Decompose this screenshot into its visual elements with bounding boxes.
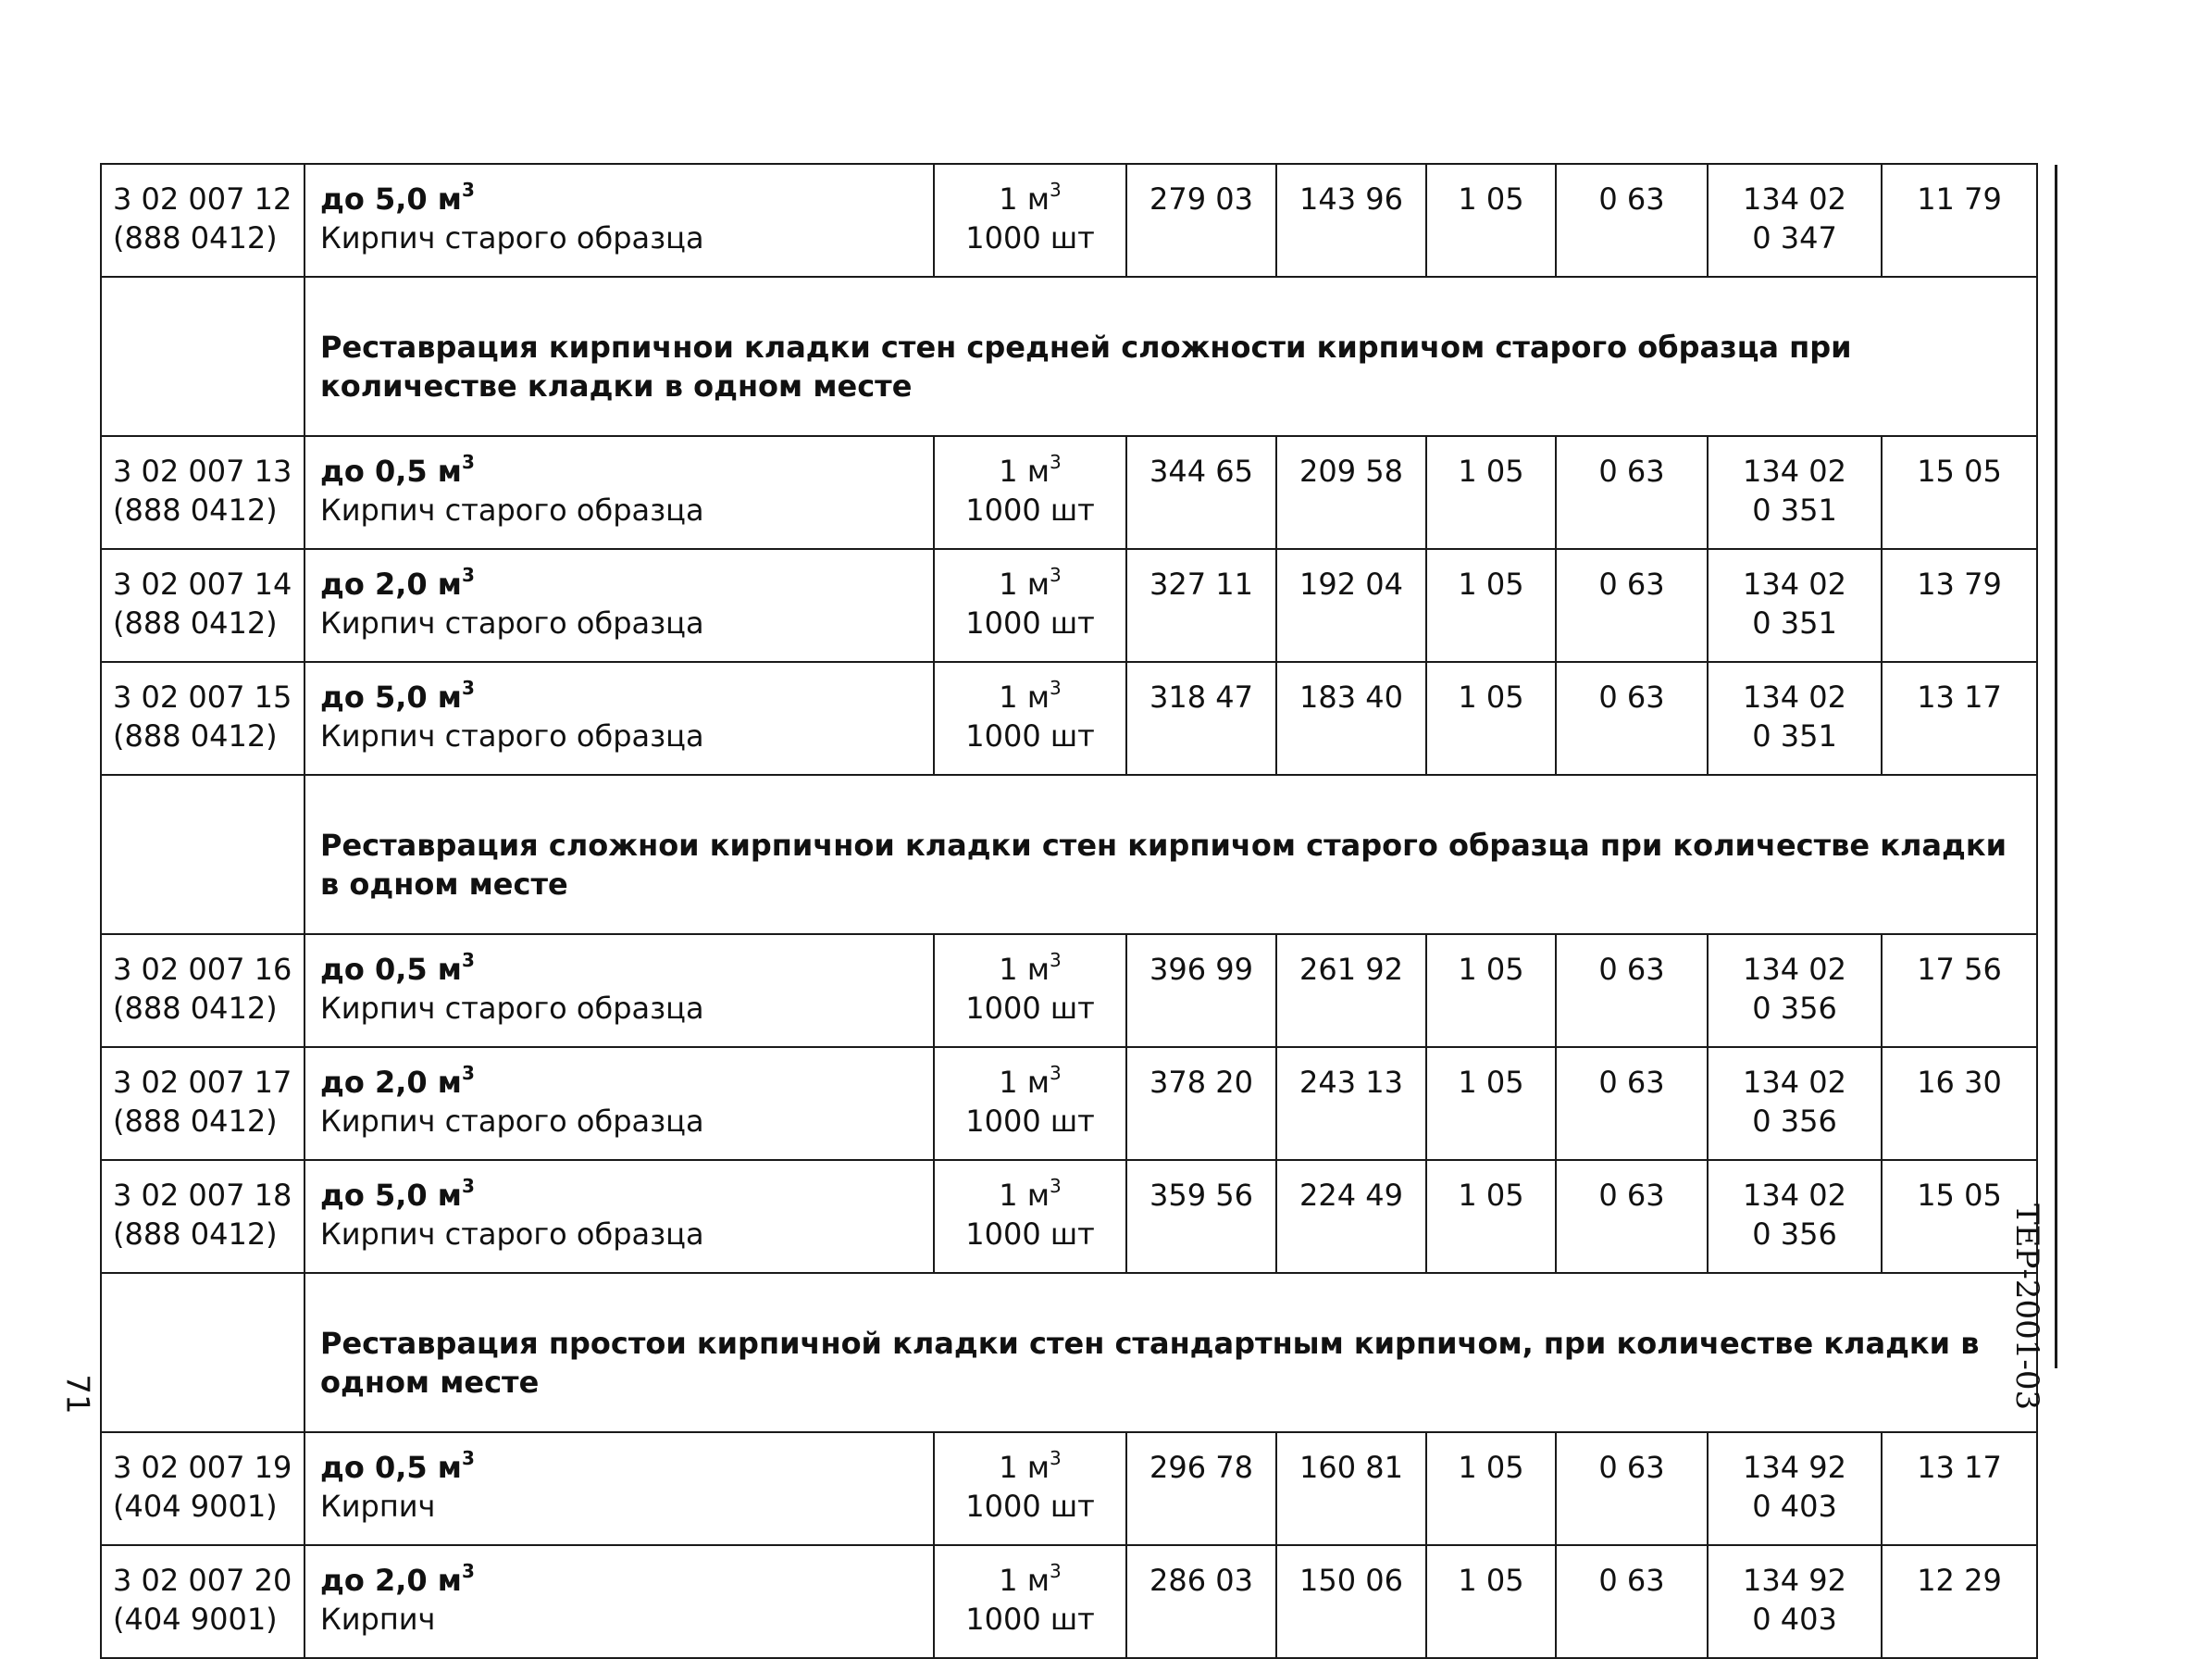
item-title-text: до 5,0 м bbox=[320, 680, 462, 715]
rate-code: 3 02 007 16 bbox=[113, 952, 292, 987]
value-c5-bottom: 0 403 bbox=[1752, 1489, 1837, 1524]
value-cell-c2: 243 13 bbox=[1276, 1047, 1426, 1160]
item-material: Кирпич bbox=[320, 1602, 436, 1637]
code-cell bbox=[101, 164, 304, 277]
section-empty-cell bbox=[101, 775, 304, 934]
code-cell bbox=[101, 549, 304, 662]
value-cell-c2: 150 06 bbox=[1276, 1545, 1426, 1658]
unit-primary-text: 1 м bbox=[999, 1178, 1050, 1213]
value-cell-c3: 1 05 bbox=[1426, 662, 1556, 775]
item-title-sup: 3 bbox=[461, 1062, 475, 1085]
value-cell-c4: 0 63 bbox=[1556, 436, 1708, 549]
description-cell bbox=[304, 1432, 934, 1545]
value-cell-c6: 15 05 bbox=[1882, 1160, 2037, 1273]
unit-primary bbox=[935, 1448, 1125, 1487]
unit-secondary: 1000 шт bbox=[965, 1104, 1095, 1139]
unit-primary bbox=[935, 950, 1125, 989]
unit-primary bbox=[935, 1176, 1125, 1215]
item-material: Кирпич старого образца bbox=[320, 493, 704, 528]
value-cell-c3: 1 05 bbox=[1426, 164, 1556, 277]
value-cell-c6: 16 30 bbox=[1882, 1047, 2037, 1160]
value-cell-c6: 17 56 bbox=[1882, 934, 2037, 1047]
item-title-text: до 0,5 м bbox=[320, 454, 462, 489]
document-code: ТЕР-2001-03 bbox=[2008, 1204, 2045, 1411]
value-c5-top: 134 02 bbox=[1743, 1178, 1846, 1213]
value-cell-c6: 12 29 bbox=[1882, 1545, 2037, 1658]
rate-code: 3 02 007 18 bbox=[113, 1178, 292, 1213]
unit-primary bbox=[935, 452, 1125, 491]
item-title-sup: 3 bbox=[461, 1447, 475, 1470]
value-cell-c5 bbox=[1708, 934, 1882, 1047]
value-cell-c5 bbox=[1708, 1432, 1882, 1545]
unit-primary-sup: 3 bbox=[1049, 1560, 1062, 1583]
code-cell bbox=[101, 934, 304, 1047]
value-cell-c5 bbox=[1708, 436, 1882, 549]
unit-primary-text: 1 м bbox=[999, 1065, 1050, 1100]
item-title-sup: 3 bbox=[461, 677, 475, 700]
item-material: Кирпич старого образца bbox=[320, 605, 704, 641]
unit-secondary: 1000 шт bbox=[965, 991, 1095, 1026]
section-empty-cell bbox=[101, 277, 304, 436]
unit-primary-sup: 3 bbox=[1049, 564, 1062, 587]
description-cell bbox=[304, 662, 934, 775]
unit-cell bbox=[934, 1545, 1126, 1658]
item-title bbox=[320, 1561, 924, 1600]
value-cell-c5 bbox=[1708, 549, 1882, 662]
value-c5-top: 134 02 bbox=[1743, 454, 1846, 489]
item-title-sup: 3 bbox=[461, 179, 475, 202]
unit-primary-text: 1 м bbox=[999, 952, 1050, 987]
value-c5-top: 134 02 bbox=[1743, 181, 1846, 217]
item-title-text: до 2,0 м bbox=[320, 567, 462, 602]
item-title-sup: 3 bbox=[461, 564, 475, 587]
unit-primary-text: 1 м bbox=[999, 1450, 1050, 1485]
rate-code: 3 02 007 17 bbox=[113, 1065, 292, 1100]
value-cell-c6: 13 79 bbox=[1882, 549, 2037, 662]
unit-primary-text: 1 м bbox=[999, 1563, 1050, 1598]
value-c5-top: 134 02 bbox=[1743, 1065, 1846, 1100]
description-cell bbox=[304, 164, 934, 277]
value-cell-c4: 0 63 bbox=[1556, 662, 1708, 775]
value-cell-c2: 224 49 bbox=[1276, 1160, 1426, 1273]
value-cell-c1: 359 56 bbox=[1126, 1160, 1276, 1273]
resource-code: (404 9001) bbox=[113, 1602, 278, 1637]
unit-secondary: 1000 шт bbox=[965, 718, 1095, 754]
unit-secondary: 1000 шт bbox=[965, 1216, 1095, 1252]
item-material: Кирпич старого образца bbox=[320, 1216, 704, 1252]
value-cell-c2: 209 58 bbox=[1276, 436, 1426, 549]
value-cell-c4: 0 63 bbox=[1556, 1432, 1708, 1545]
item-title-text: до 0,5 м bbox=[320, 1450, 462, 1485]
unit-secondary: 1000 шт bbox=[965, 220, 1095, 256]
value-cell-c4: 0 63 bbox=[1556, 1545, 1708, 1658]
value-cell-c2: 143 96 bbox=[1276, 164, 1426, 277]
value-cell-c3: 1 05 bbox=[1426, 549, 1556, 662]
code-cell bbox=[101, 662, 304, 775]
value-cell-c6: 15 05 bbox=[1882, 436, 2037, 549]
value-cell-c6: 13 17 bbox=[1882, 662, 2037, 775]
value-c5-bottom: 0 356 bbox=[1752, 1216, 1837, 1252]
item-title bbox=[320, 950, 924, 989]
unit-cell bbox=[934, 436, 1126, 549]
unit-cell bbox=[934, 1432, 1126, 1545]
code-cell bbox=[101, 1432, 304, 1545]
value-cell-c5 bbox=[1708, 164, 1882, 277]
value-cell-c1: 327 11 bbox=[1126, 549, 1276, 662]
resource-code: (888 0412) bbox=[113, 718, 278, 754]
item-material: Кирпич bbox=[320, 1489, 436, 1524]
resource-code: (888 0412) bbox=[113, 991, 278, 1026]
value-cell-c4: 0 63 bbox=[1556, 549, 1708, 662]
code-cell bbox=[101, 436, 304, 549]
section-header-row bbox=[101, 1273, 2037, 1432]
value-cell-c2: 192 04 bbox=[1276, 549, 1426, 662]
resource-code: (888 0412) bbox=[113, 605, 278, 641]
unit-primary-sup: 3 bbox=[1049, 1062, 1062, 1085]
rate-code: 3 02 007 15 bbox=[113, 680, 292, 715]
value-cell-c5 bbox=[1708, 1160, 1882, 1273]
value-cell-c3: 1 05 bbox=[1426, 1047, 1556, 1160]
unit-primary-text: 1 м bbox=[999, 454, 1050, 489]
unit-primary-sup: 3 bbox=[1049, 179, 1062, 202]
resource-code: (888 0412) bbox=[113, 1216, 278, 1252]
rates-table-body bbox=[101, 164, 2037, 1658]
item-title bbox=[320, 1448, 924, 1487]
unit-cell bbox=[934, 1160, 1126, 1273]
resource-code: (888 0412) bbox=[113, 493, 278, 528]
value-cell-c3: 1 05 bbox=[1426, 1545, 1556, 1658]
item-title-text: до 2,0 м bbox=[320, 1563, 462, 1598]
section-title: Реставрация сложнои кирпичнои кладки стен кирпичом старого образца при количестве кладки в одном месте bbox=[304, 775, 2037, 934]
table-row bbox=[101, 549, 2037, 662]
unit-secondary: 1000 шт bbox=[965, 1602, 1095, 1637]
code-cell bbox=[101, 1047, 304, 1160]
unit-secondary: 1000 шт bbox=[965, 1489, 1095, 1524]
value-cell-c3: 1 05 bbox=[1426, 1432, 1556, 1545]
item-material: Кирпич старого образца bbox=[320, 1104, 704, 1139]
unit-primary bbox=[935, 180, 1125, 218]
unit-primary bbox=[935, 1063, 1125, 1102]
value-c5-bottom: 0 347 bbox=[1752, 220, 1837, 256]
value-cell-c1: 279 03 bbox=[1126, 164, 1276, 277]
rate-code: 3 02 007 20 bbox=[113, 1563, 292, 1598]
item-material: Кирпич старого образца bbox=[320, 220, 704, 256]
value-cell-c3: 1 05 bbox=[1426, 934, 1556, 1047]
value-cell-c3: 1 05 bbox=[1426, 1160, 1556, 1273]
description-cell bbox=[304, 1047, 934, 1160]
value-c5-top: 134 02 bbox=[1743, 567, 1846, 602]
unit-cell bbox=[934, 1047, 1126, 1160]
table-row bbox=[101, 1432, 2037, 1545]
value-cell-c2: 183 40 bbox=[1276, 662, 1426, 775]
item-title-text: до 0,5 м bbox=[320, 952, 462, 987]
section-header-row bbox=[101, 277, 2037, 436]
item-title bbox=[320, 1176, 924, 1215]
item-title-text: до 2,0 м bbox=[320, 1065, 462, 1100]
unit-primary bbox=[935, 678, 1125, 717]
table-row bbox=[101, 934, 2037, 1047]
unit-cell bbox=[934, 549, 1126, 662]
value-c5-top: 134 02 bbox=[1743, 952, 1846, 987]
unit-cell bbox=[934, 662, 1126, 775]
unit-secondary: 1000 шт bbox=[965, 493, 1095, 528]
value-cell-c2: 160 81 bbox=[1276, 1432, 1426, 1545]
table-row bbox=[101, 1047, 2037, 1160]
section-title: Реставрация кирпичнои кладки стен средней сложности кирпичом старого образца при количестве кладки в одном месте bbox=[304, 277, 2037, 436]
unit-primary-sup: 3 bbox=[1049, 677, 1062, 700]
value-c5-top: 134 02 bbox=[1743, 680, 1846, 715]
value-c5-bottom: 0 403 bbox=[1752, 1602, 1837, 1637]
value-cell-c1: 378 20 bbox=[1126, 1047, 1276, 1160]
value-c5-bottom: 0 351 bbox=[1752, 493, 1837, 528]
item-title bbox=[320, 180, 924, 218]
unit-primary-text: 1 м bbox=[999, 181, 1050, 217]
table-row bbox=[101, 1545, 2037, 1658]
table-row bbox=[101, 1160, 2037, 1273]
item-material: Кирпич старого образца bbox=[320, 991, 704, 1026]
section-title: Реставрация простои кирпичной кладки стен стандартным кирпичом, при количестве кладки в одном месте bbox=[304, 1273, 2037, 1432]
value-cell-c6: 13 17 bbox=[1882, 1432, 2037, 1545]
rate-code: 3 02 007 19 bbox=[113, 1450, 292, 1485]
unit-primary-sup: 3 bbox=[1049, 1175, 1062, 1198]
rate-code: 3 02 007 12 bbox=[113, 181, 292, 217]
resource-code: (404 9001) bbox=[113, 1489, 278, 1524]
resource-code: (888 0412) bbox=[113, 1104, 278, 1139]
unit-primary-sup: 3 bbox=[1049, 949, 1062, 972]
value-c5-bottom: 0 356 bbox=[1752, 1104, 1837, 1139]
table-row bbox=[101, 436, 2037, 549]
item-title-sup: 3 bbox=[461, 451, 475, 474]
value-c5-bottom: 0 351 bbox=[1752, 605, 1837, 641]
value-cell-c4: 0 63 bbox=[1556, 934, 1708, 1047]
unit-primary-sup: 3 bbox=[1049, 1447, 1062, 1470]
code-cell bbox=[101, 1160, 304, 1273]
item-title-sup: 3 bbox=[461, 1560, 475, 1583]
value-cell-c1: 344 65 bbox=[1126, 436, 1276, 549]
value-cell-c4: 0 63 bbox=[1556, 164, 1708, 277]
description-cell bbox=[304, 549, 934, 662]
table-row bbox=[101, 662, 2037, 775]
value-cell-c5 bbox=[1708, 1047, 1882, 1160]
value-cell-c5 bbox=[1708, 662, 1882, 775]
item-title bbox=[320, 678, 924, 717]
value-cell-c1: 396 99 bbox=[1126, 934, 1276, 1047]
item-title bbox=[320, 565, 924, 604]
item-title bbox=[320, 452, 924, 491]
unit-secondary: 1000 шт bbox=[965, 605, 1095, 641]
value-cell-c3: 1 05 bbox=[1426, 436, 1556, 549]
unit-cell bbox=[934, 934, 1126, 1047]
value-cell-c1: 286 03 bbox=[1126, 1545, 1276, 1658]
rate-code: 3 02 007 13 bbox=[113, 454, 292, 489]
item-title-text: до 5,0 м bbox=[320, 181, 462, 217]
description-cell bbox=[304, 934, 934, 1047]
rates-table bbox=[100, 163, 2038, 1659]
value-cell-c4: 0 63 bbox=[1556, 1160, 1708, 1273]
value-cell-c1: 318 47 bbox=[1126, 662, 1276, 775]
description-cell bbox=[304, 1545, 934, 1658]
page-number: 71 bbox=[58, 1374, 96, 1415]
value-c5-bottom: 0 356 bbox=[1752, 991, 1837, 1026]
unit-primary-sup: 3 bbox=[1049, 451, 1062, 474]
item-title-sup: 3 bbox=[461, 1175, 475, 1198]
section-empty-cell bbox=[101, 1273, 304, 1432]
value-cell-c4: 0 63 bbox=[1556, 1047, 1708, 1160]
description-cell bbox=[304, 436, 934, 549]
code-cell bbox=[101, 1545, 304, 1658]
right-margin-rule bbox=[2055, 165, 2057, 1368]
unit-primary bbox=[935, 1561, 1125, 1600]
value-cell-c1: 296 78 bbox=[1126, 1432, 1276, 1545]
unit-primary-text: 1 м bbox=[999, 680, 1050, 715]
value-c5-top: 134 92 bbox=[1743, 1563, 1846, 1598]
item-material: Кирпич старого образца bbox=[320, 718, 704, 754]
rate-code: 3 02 007 14 bbox=[113, 567, 292, 602]
value-c5-bottom: 0 351 bbox=[1752, 718, 1837, 754]
resource-code: (888 0412) bbox=[113, 220, 278, 256]
unit-primary-text: 1 м bbox=[999, 567, 1050, 602]
unit-cell bbox=[934, 164, 1126, 277]
value-cell-c6: 11 79 bbox=[1882, 164, 2037, 277]
value-cell-c5 bbox=[1708, 1545, 1882, 1658]
unit-primary bbox=[935, 565, 1125, 604]
item-title-sup: 3 bbox=[461, 949, 475, 972]
item-title-text: до 5,0 м bbox=[320, 1178, 462, 1213]
item-title bbox=[320, 1063, 924, 1102]
table-row bbox=[101, 164, 2037, 277]
section-header-row bbox=[101, 775, 2037, 934]
value-cell-c2: 261 92 bbox=[1276, 934, 1426, 1047]
description-cell bbox=[304, 1160, 934, 1273]
value-c5-top: 134 92 bbox=[1743, 1450, 1846, 1485]
